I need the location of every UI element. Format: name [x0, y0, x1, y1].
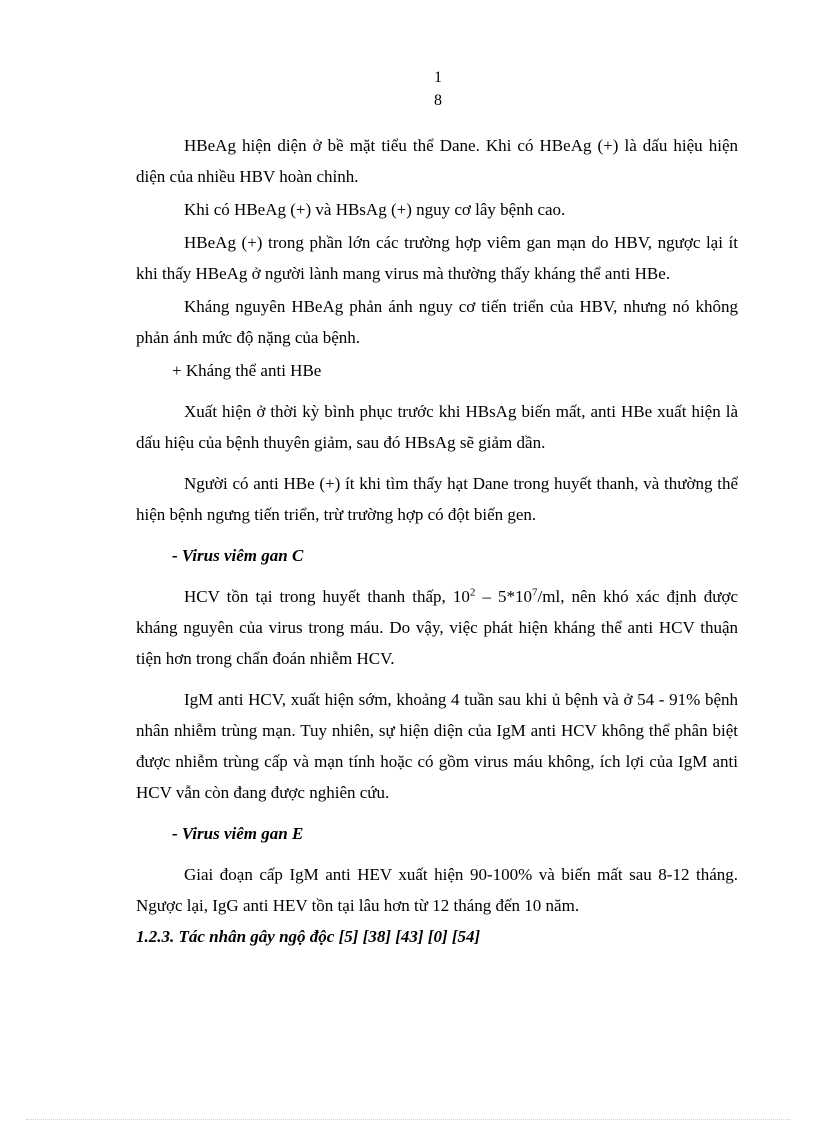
- paragraph-anti-hbe-dane: Người có anti HBe (+) ít khi tìm thấy hạt Dane trong huyết thanh, và thường thể hiện bệnh ngưng tiến triển, trừ trường hợp có đột biến gen.: [136, 474, 738, 524]
- paragraph-hbeag-presence: HBeAg hiện diện ở bề mặt tiểu thể Dane. Khi có HBeAg (+) là dấu hiệu hiện diện của nhiều HBV hoàn chỉnh.: [136, 136, 738, 186]
- section-heading-toxic-agents: 1.2.3. Tác nhân gây ngộ độc [5] [38] [43] [0] [54]: [136, 927, 481, 946]
- paragraph-igm-anti-hcv: IgM anti HCV, xuất hiện sớm, khoảng 4 tuần sau khi ủ bệnh và ở 54 - 91% bệnh nhân nhiễm trùng mạn. Tuy nhiên, sự hiện diện của IgM anti HCV không thể phân biệt được nhiễm trùng cấp và mạn tính hoặc có gồm virus máu không, ích lợi của IgM anti HCV vẫn còn đang được nghiên cứu.: [136, 690, 738, 802]
- page-number-line-1: 1: [434, 69, 442, 86]
- paragraph-hbeag-progression: Kháng nguyên HBeAg phản ánh nguy cơ tiến triển của HBV, nhưng nó không phản ánh mức độ nặng của bệnh.: [136, 297, 738, 347]
- page-bottom-divider: [26, 1119, 790, 1120]
- subheading-anti-hbe: + Kháng thể anti HBe: [172, 361, 322, 380]
- paragraph-hbeag-chronic: HBeAg (+) trong phần lớn các trường hợp viêm gan mạn do HBV, ngược lại ít khi thấy HBeAg ở người lành mang virus mà thường thấy kháng thể anti HBe.: [136, 233, 738, 283]
- paragraph-hbeag-hbsag-risk: Khi có HBeAg (+) và HBsAg (+) nguy cơ lây bệnh cao.: [184, 200, 566, 219]
- superscript-exponent-2: 2: [469, 586, 476, 599]
- paragraph-hcv-text-a: HCV tồn tại trong huyết thanh thấp, 10: [184, 587, 470, 606]
- paragraph-hcv-text-b: – 5*10: [475, 587, 533, 606]
- paragraph-hcv-text-c: /ml, nên khó xác định được kháng nguyên của virus trong máu. Do vậy, việc phát hiện kháng thể anti HCV thuận tiện hơn trong chẩn đoán nhiễm HCV.: [136, 587, 739, 668]
- page-number: [0, 66, 816, 112]
- document-body: [136, 130, 738, 952]
- heading-virus-hepatitis-e: - Virus viêm gan E: [172, 824, 304, 843]
- superscript-exponent-7: 7: [532, 586, 538, 599]
- page-number-line-2: 8: [434, 92, 442, 109]
- paragraph-anti-hbe-appearance: Xuất hiện ở thời kỳ bình phục trước khi HBsAg biến mất, anti HBe xuất hiện là dấu hiệu của bệnh thuyên giảm, sau đó HBsAg sẽ giảm dần.: [136, 402, 738, 452]
- heading-virus-hepatitis-c: - Virus viêm gan C: [172, 546, 304, 565]
- paragraph-hcv-serum: [136, 581, 738, 674]
- paragraph-hev-igm: Giai đoạn cấp IgM anti HEV xuất hiện 90-100% và biến mất sau 8-12 tháng. Ngược lại, IgG anti HEV tồn tại lâu hơn từ 12 tháng đến 10 năm.: [136, 865, 738, 915]
